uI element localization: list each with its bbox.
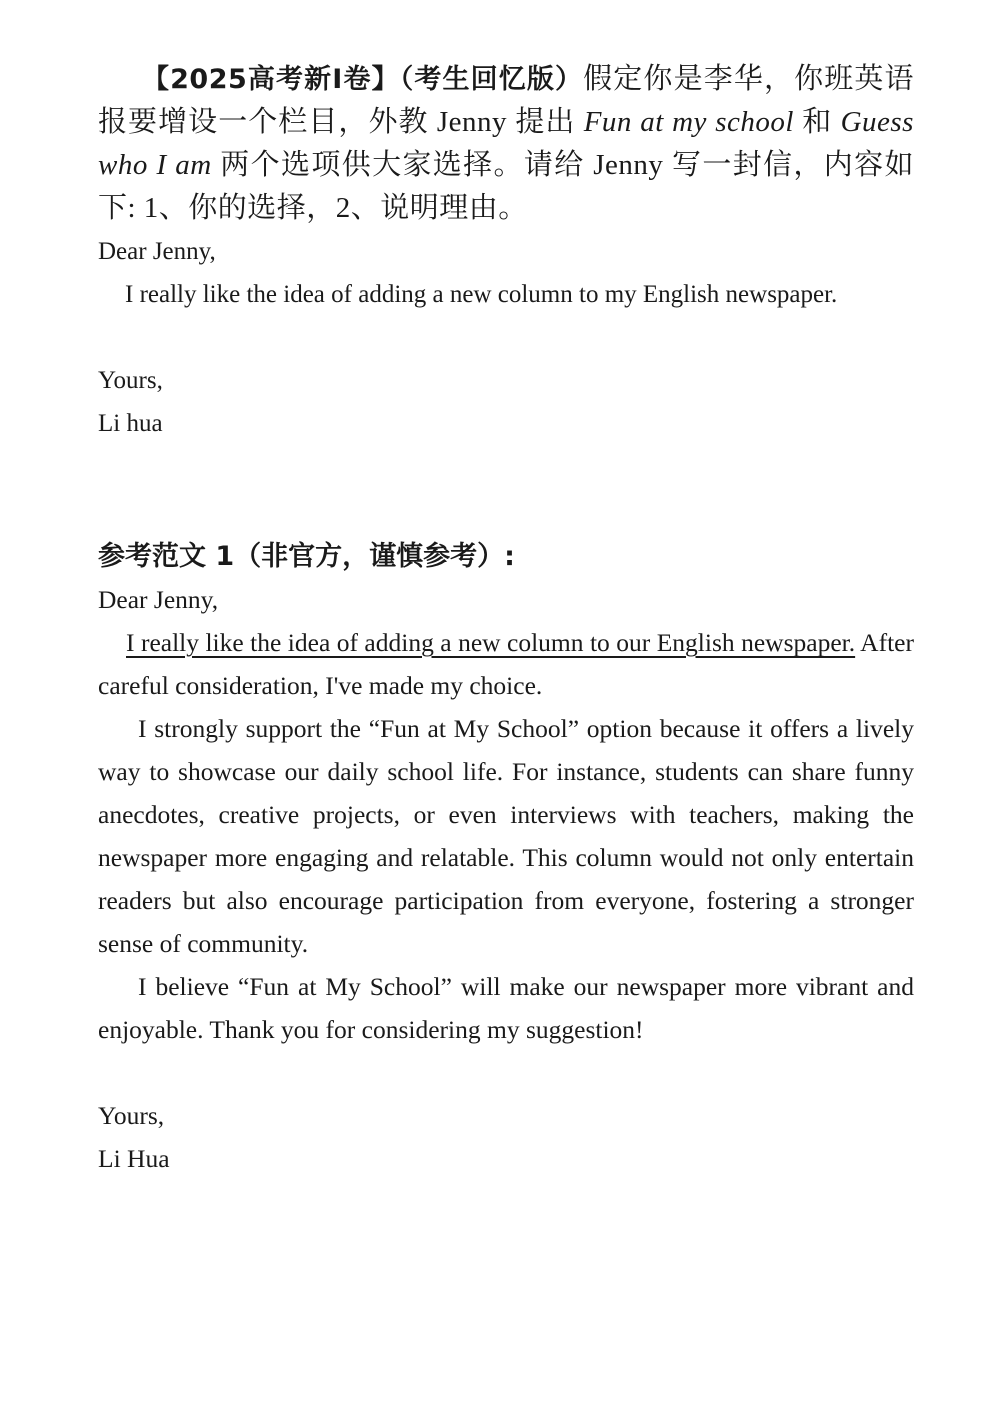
recall-label: （考生回忆版）	[399, 64, 584, 95]
reference-essay	[98, 578, 914, 1180]
given-salutation: Dear Jenny,	[98, 238, 216, 265]
essay-closing: Yours,	[98, 1101, 165, 1130]
essay-paragraph-3: I believe “Fun at My School” will make our newspaper more vibrant and enjoyable. Thank you for considering my suggestion!	[98, 972, 914, 1044]
writing-prompt	[98, 58, 914, 230]
prompt-text-3: 两个选项供大家选择。请给 Jenny 写一封信，内容如下: 1、你的选择，2、说明理由。	[98, 149, 914, 224]
essay-paragraph-2: I strongly support the “Fun at My School” option because it offers a lively way to showcase our daily school life. For instance, students can share funny anecdotes, creative projects, or even interviews with teachers, making the newspaper more engaging and relatable. This column would not only entertain readers but also encourage participation from everyone, fostering a stronger sense of community.	[98, 714, 914, 958]
option-fun-at-my-school: Fun at my school	[583, 106, 794, 138]
given-opening-line: I really like the idea of adding a new column to my English newspaper.	[125, 281, 838, 308]
essay-signature: Li Hua	[98, 1144, 170, 1173]
reference-heading: 参考范文 1（非官方，谨慎参考）:	[98, 541, 515, 572]
essay-paragraph-1	[98, 621, 914, 707]
document-page	[98, 58, 914, 1180]
given-letter	[98, 230, 914, 445]
given-closing: Yours,	[98, 367, 163, 394]
option-guess-who-i-am: Guess who I am	[98, 106, 914, 181]
prompt-text-1: 假定你是李华，你班英语报要增设一个栏目，外教 Jenny 提出	[98, 63, 914, 138]
prompt-text-2: 和	[793, 106, 841, 138]
given-signature: Li hua	[98, 410, 163, 437]
essay-opening-rest: After careful consideration, I've made my choice.	[98, 628, 914, 700]
exam-label: 【2025高考新I卷】	[142, 64, 400, 95]
essay-salutation: Dear Jenny,	[98, 585, 219, 614]
essay-opening-underlined: I really like the idea of adding a new column to our English newspaper.	[126, 628, 856, 657]
